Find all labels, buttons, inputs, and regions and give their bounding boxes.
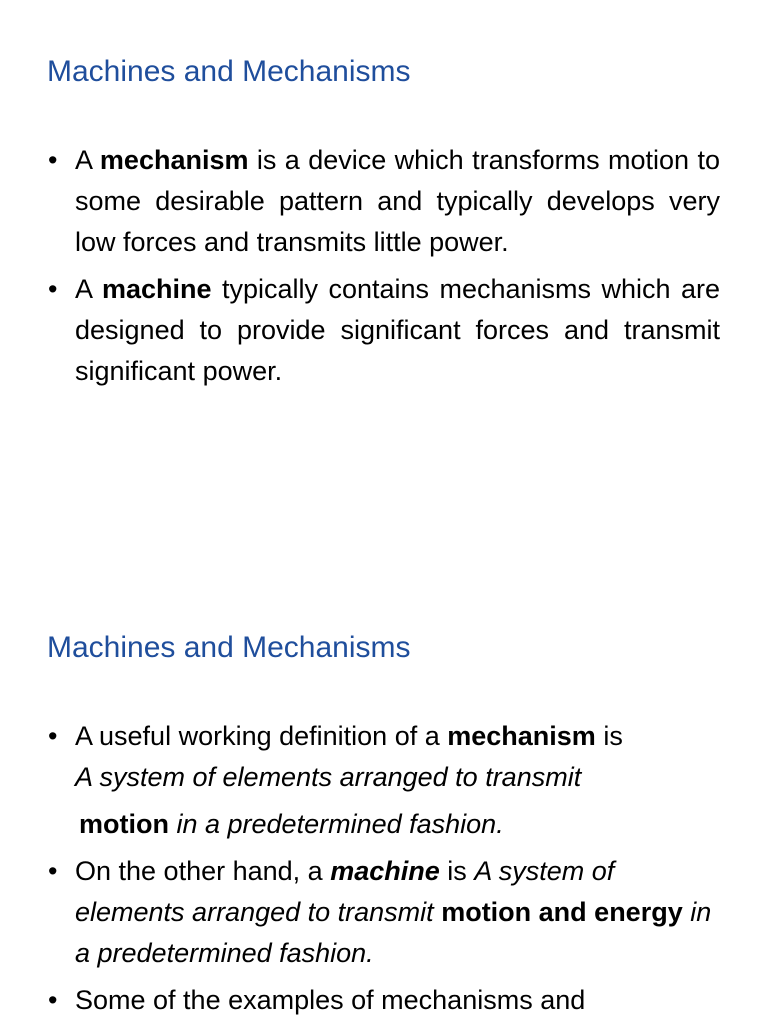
bullet-text: is: [439, 856, 475, 886]
bullet-item: [48, 980, 720, 1021]
bullet-marker: •: [48, 856, 58, 886]
bullet-item: [48, 269, 720, 392]
definition-line: [75, 804, 720, 845]
bullet-text: typically contains mechanisms which are designed to provide significant forces and transmit significant power.: [75, 274, 720, 386]
bullet-list: [48, 140, 720, 392]
slide-title: Machines and Mechanisms: [47, 631, 411, 664]
bullet-item: [48, 851, 720, 974]
bullet-text: is: [595, 721, 623, 751]
definition-text: A system of elements arranged to transmit: [75, 762, 582, 792]
bullet-text: On the other hand, a: [75, 856, 331, 886]
definition-text: in a predetermined fashion.: [168, 809, 504, 839]
bullet-term: machine: [101, 274, 212, 304]
bullet-item: [48, 140, 720, 263]
bullet-term: motion and energy: [433, 897, 683, 927]
bullet-marker: •: [48, 985, 58, 1015]
bullet-marker: •: [48, 274, 58, 304]
bullet-text: A: [75, 274, 102, 304]
slide-title: Machines and Mechanisms: [47, 55, 411, 88]
bullet-marker: •: [48, 721, 58, 751]
bullet-marker: •: [48, 145, 58, 175]
slide-2: [0, 576, 768, 1024]
bullet-list: [48, 716, 720, 1021]
bullet-text: Some of the examples of mechanisms and: [75, 985, 586, 1015]
bullet-item: [48, 716, 720, 845]
bullet-text: A useful working definition of a: [75, 721, 448, 751]
definition-text: A system of elements arranged to transmit: [75, 856, 615, 927]
definition-text: in a predetermined fashion.: [75, 897, 712, 968]
bullet-term: mechanism: [447, 721, 596, 751]
bullet-term: mechanism: [99, 145, 249, 175]
bullet-term: motion: [79, 809, 169, 839]
bullet-term: machine: [330, 856, 440, 886]
bullet-text: is a device which transforms motion to some desirable pattern and typically develops very low forces and transmits little power.: [75, 145, 720, 257]
bullet-text: A: [75, 145, 100, 175]
